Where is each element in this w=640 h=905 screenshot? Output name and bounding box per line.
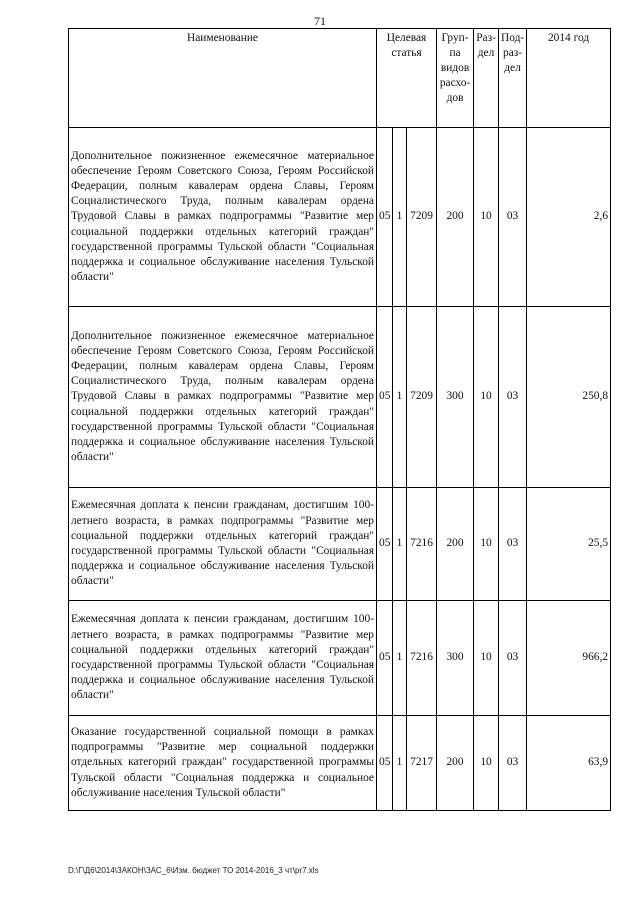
row-target-part-1: 05 (377, 601, 393, 716)
row-amount: 2,6 (527, 128, 611, 307)
row-target-part-2: 1 (393, 128, 407, 307)
row-section: 10 (474, 601, 499, 716)
header-section: Раз-дел (474, 29, 499, 128)
page-number: 71 (314, 14, 326, 28)
header-name: Наименование (69, 29, 377, 128)
row-target-part-2: 1 (393, 716, 407, 811)
row-amount: 25,5 (527, 488, 611, 601)
row-target-part-3: 7209 (407, 128, 437, 307)
budget-table (68, 28, 611, 811)
row-amount: 966,2 (527, 601, 611, 716)
row-expense-group: 300 (437, 307, 474, 488)
header-expense-group: Груп-па видов расхо-дов (437, 29, 474, 128)
row-expense-group: 200 (437, 128, 474, 307)
row-expense-group: 200 (437, 716, 474, 811)
row-target-part-1: 05 (377, 488, 393, 601)
row-subsection: 03 (499, 716, 527, 811)
row-section: 10 (474, 488, 499, 601)
row-section: 10 (474, 128, 499, 307)
row-name: Дополнительное пожизненное ежемесячное материальное обеспечение Героям Советского Союза, Героям Российской Федерации, полным кавалерам ордена Славы, Героям Социалистического Труда, полным кавалерам ордена Трудовой Славы в рамках подпрограммы "Развитие мер социальной поддержки отдельных категорий граждан" государственной программы Тульской области "Социальная поддержка и социальное обслуживание населения Тульской области" (69, 307, 377, 488)
row-target-part-2: 1 (393, 307, 407, 488)
header-subsection: Под-раз-дел (499, 29, 527, 128)
row-target-part-3: 7217 (407, 716, 437, 811)
row-name: Ежемесячная доплата к пенсии гражданам, достигшим 100-летнего возраста, в рамках подпрограммы "Развитие мер социальной поддержки отдельных категорий граждан" государственной программы Тульской области "Социальная поддержка и социальное обслуживание населения Тульской области" (69, 488, 377, 601)
table-row (69, 716, 611, 811)
row-target-part-1: 05 (377, 307, 393, 488)
row-amount: 63,9 (527, 716, 611, 811)
row-target-part-1: 05 (377, 716, 393, 811)
header-row (69, 29, 611, 128)
row-subsection: 03 (499, 488, 527, 601)
table-row (69, 128, 611, 307)
row-target-part-2: 1 (393, 601, 407, 716)
row-target-part-3: 7209 (407, 307, 437, 488)
row-subsection: 03 (499, 307, 527, 488)
header-target-article: Целевая статья (377, 29, 437, 128)
row-expense-group: 300 (437, 601, 474, 716)
header-year: 2014 год (527, 29, 611, 128)
row-expense-group: 200 (437, 488, 474, 601)
table-row (69, 488, 611, 601)
row-target-part-1: 05 (377, 128, 393, 307)
row-name: Дополнительное пожизненное ежемесячное материальное обеспечение Героям Советского Союза, Героям Российской Федерации, полным кавалерам ордена Славы, Героям Социалистического Труда, полным кавалерам ордена Трудовой Славы в рамках подпрограммы "Развитие мер социальной поддержки отдельных категорий граждан" государственной программы Тульской области "Социальная поддержка и социальное обслуживание населения Тульской области" (69, 128, 377, 307)
row-section: 10 (474, 307, 499, 488)
row-name: Оказание государственной социальной помощи в рамках подпрограммы "Развитие мер социальной поддержки отдельных категорий граждан" государственной программы Тульской области "Социальная поддержка и социальное обслуживание населения Тульской области" (69, 716, 377, 811)
row-amount: 250,8 (527, 307, 611, 488)
row-target-part-3: 7216 (407, 488, 437, 601)
row-name: Ежемесячная доплата к пенсии гражданам, достигшим 100-летнего возраста, в рамках подпрограммы "Развитие мер социальной поддержки отдельных категорий граждан" государственной программы Тульской области "Социальная поддержка и социальное обслуживание населения Тульской области" (69, 601, 377, 716)
table-row (69, 307, 611, 488)
row-subsection: 03 (499, 601, 527, 716)
file-path-footer: D:\Г\Д6\2014\ЗАКОН\ЗАС_6\Изм. бюджет ТО 2014-2016_3 чт\pr7.xls (68, 866, 319, 875)
row-subsection: 03 (499, 128, 527, 307)
table-row (69, 601, 611, 716)
row-target-part-3: 7216 (407, 601, 437, 716)
row-target-part-2: 1 (393, 488, 407, 601)
row-section: 10 (474, 716, 499, 811)
